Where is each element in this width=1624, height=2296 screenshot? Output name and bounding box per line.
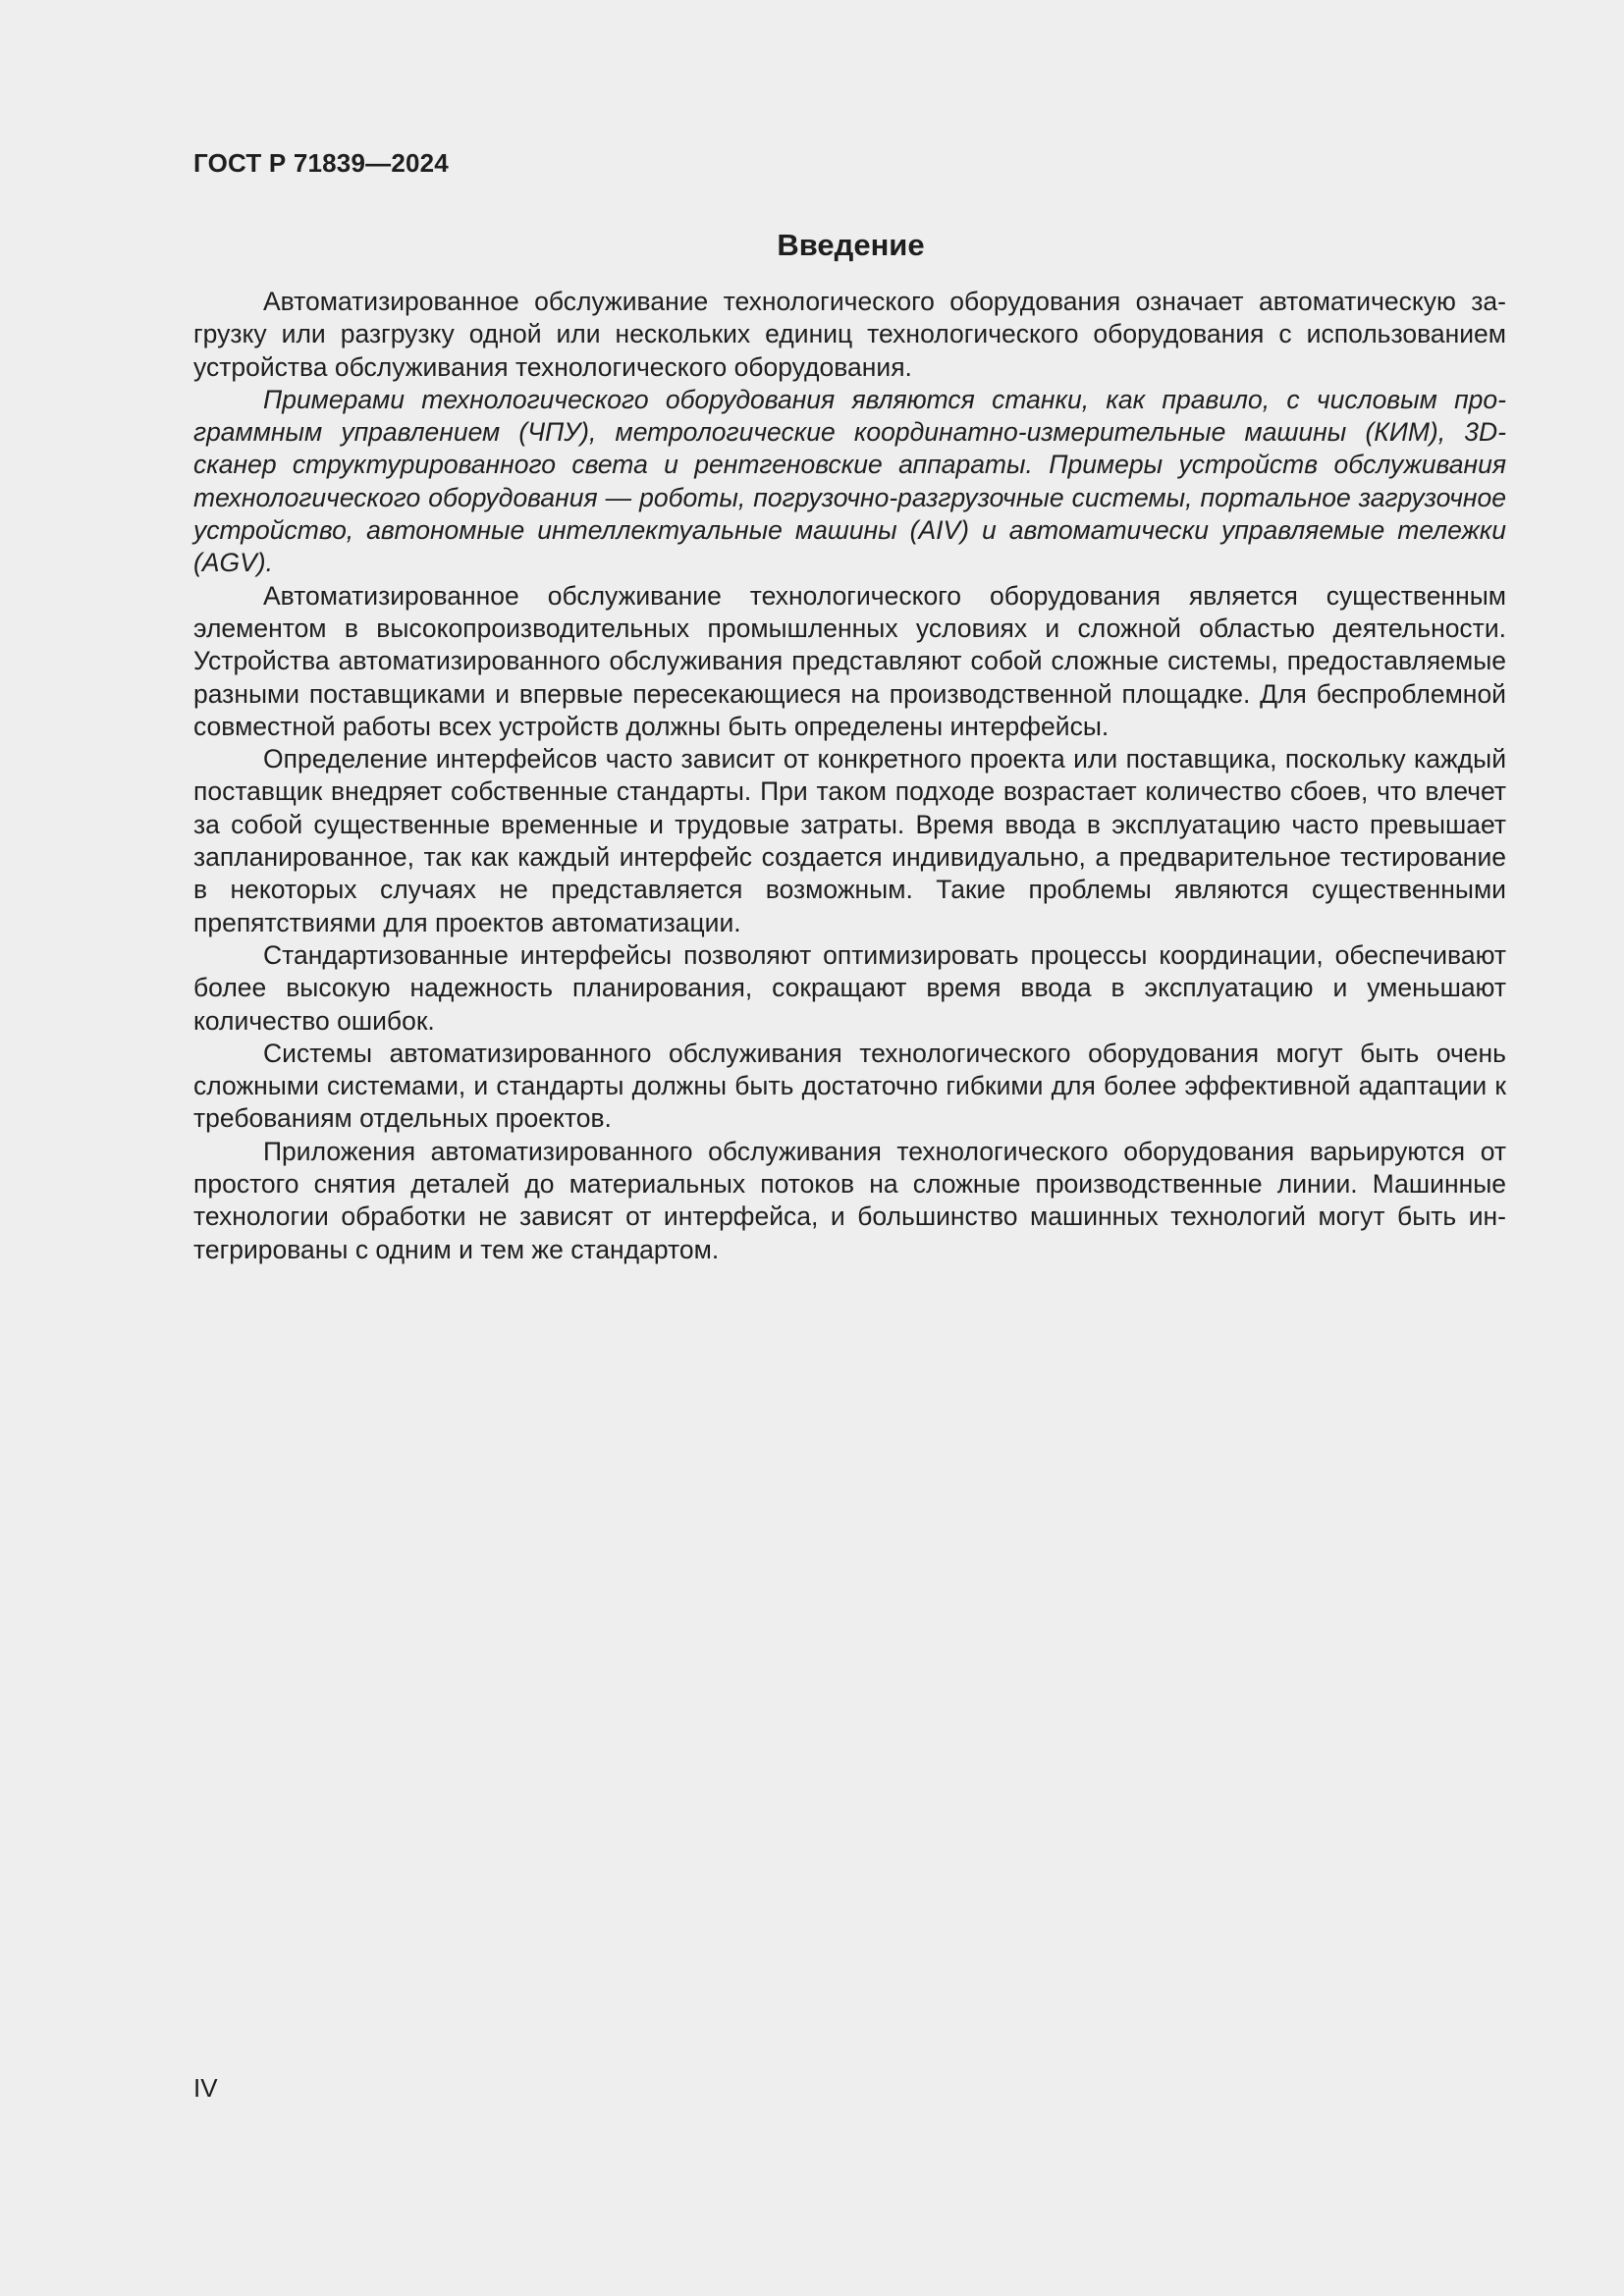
paragraph: Автоматизированное обслуживание технологического оборудования означает автоматическую загрузку или разгрузку одной или нескольких единиц технологического оборудования с использованием устройства обслуживания технологического оборудования. [193, 287, 1506, 382]
page-number: IV [193, 2073, 218, 2103]
paragraph: Определение интерфейсов часто зависит от конкретного проекта или поставщика, поскольку каждый поставщик внедряет собственные стандарты. При таком подходе возрастает количество сбоев, что влечет за собой существенные временные и трудовые затраты. Время ввода в эксплуатацию часто превышает запланированное, так как каждый интерфейс создается индивидуально, а предварительное тестирование в некоторых случаях не представляется возможным. Такие проблемы являются существенными препятствиями для проектов автоматизации. [193, 744, 1506, 937]
paragraph: Стандартизованные интерфейсы позволяют оптимизировать процессы координации, обеспечивают более высокую надежность планирования, сокращают время ввода в эксплуатацию и уменьшают количество ошибок. [193, 939, 1506, 1036]
paragraph-examples: Примерами технологического оборудования являются станки, как правило, с числовым программным управлением (ЧПУ), метрологические координатно-измерительные машины (КИМ), 3D-сканер структурированного света и рентгеновские аппараты. Примеры устройств обслуживания технологического оборудования — роботы, погрузочно-разгрузочные системы, портальное загрузочное устройство, автономные интеллектуальные машины (AIV) и автоматически управляемые тележки (AGV). [193, 384, 1506, 578]
paragraph: Автоматизированное обслуживание технологического оборудования является существенным элементом в высокопроизводительных промышленных условиях и сложной областью деятельности. Устройства автоматизированного обслуживания представляют собой сложные системы, предоставляемые разными поставщиками и впервые пересекающиеся на производственной площадке. Для беспроблемной совместной работы всех устройств должны быть определены интерфейсы. [193, 580, 1506, 741]
paragraph: Приложения автоматизированного обслуживания технологического оборудования варьируются от простого снятия деталей до материальных потоков на сложные производственные линии. Машинные технологии обработки не зависят от интерфейса, и большинство машинных технологий могут быть интегрированы с одним и тем же стандартом. [193, 1136, 1506, 1264]
document-body [193, 286, 1506, 1266]
page-header: ГОСТ Р 71839—2024 [193, 148, 449, 178]
section-title: Введение [777, 228, 925, 262]
paragraph: Системы автоматизированного обслуживания технологического оборудования могут быть очень сложными системами, и стандарты должны быть достаточно гибкими для более эффективной адаптации к требованиям отдельных проектов. [193, 1038, 1506, 1134]
